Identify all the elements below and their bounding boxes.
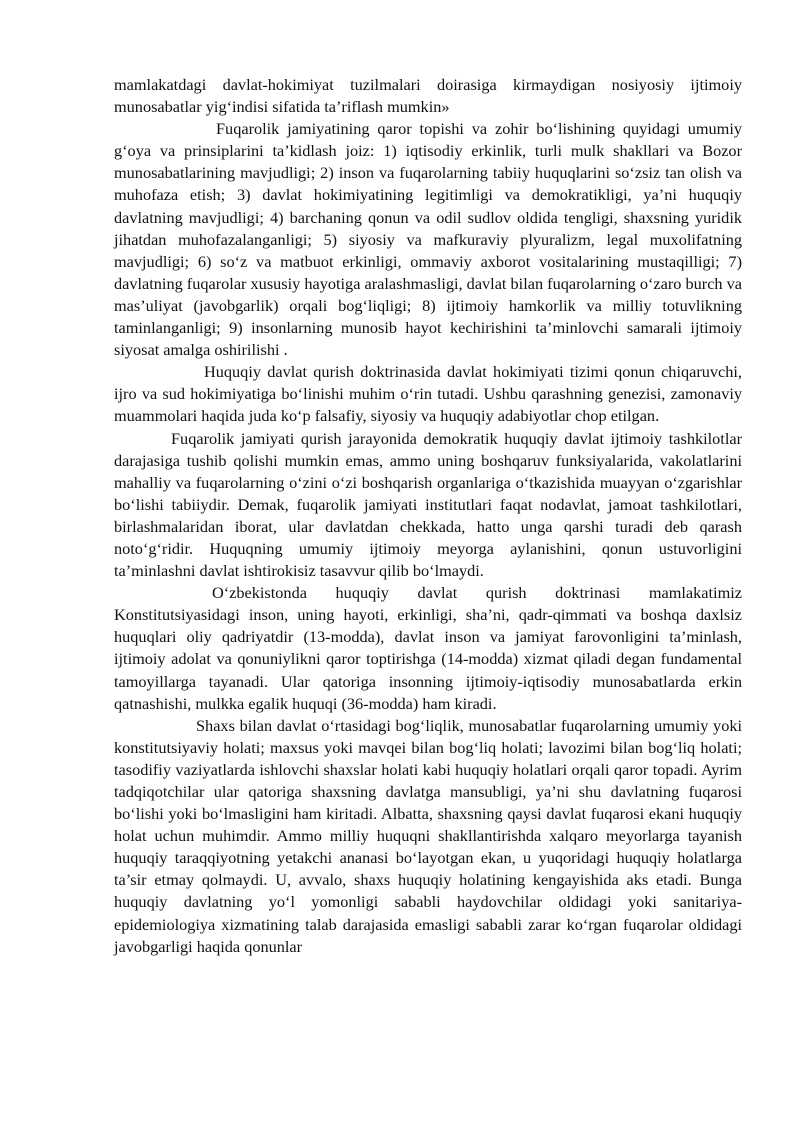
paragraph-democratic-state: Fuqarolik jamiyati qurish jarayonida demokratik huquqiy davlat ijtimoiy tashkilotlar darajasiga tushib qolishi mumkin emas, ammo uning boshqaruv funksiyalarida, vakolatlarini mahalliy va fuqarolarning o‘zini o‘zi boshqarish organlariga o‘tkazishida muayyan o‘zgarishlar bo‘lishi tabiiydir. Demak, fuqarolik jamiyati institutlari faqat nodavlat, jamoat tashkilotlari, birlashmalaridan iborat, ular davlatdan chekkada, hatto unga qarshi turadi deb qarash noto‘g‘ridir. Huquqning umumiy ijtimoiy meyorga aylanishini, qonun ustuvorligini ta’minlashni davlat ishtirokisiz tasavvur qilib bo‘lmaydi. xyxy=(114,428,742,581)
paragraph-civil-society-principles: Fuqarolik jamiyatining qaror topishi va zohir bo‘lishining quyidagi umumiy g‘oya va prinsiplarini ta’kidlash joiz: 1) iqtisodiy erkinlik, turli mulk shakllari va Bozor munosabatlarining mavjudligi; 2) inson va fuqarolarning tabiiy huquqlarini so‘zsiz tan olish va muhofaza etish; 3) davlat hokimiyatining legitimligi va demokratikligi, ya’ni huquqiy davlatning mavjudligi; 4) barchaning qonun va odil sudlov oldida tengligi, shaxsning yuridik jihatdan muhofazalanganligi; 5) siyosiy va mafkuraviy plyuralizm, legal muxolifatning mavjudligi; 6) so‘z va matbuot erkinligi, ommaviy axborot vositalarining mustaqilligi; 7) davlatning fuqarolar xususiy hayotiga aralashmasligi, davlat bilan fuqarolarning o‘zaro burch va mas’uliyat (javobgarlik) orqali bog‘liqligi; 8) ijtimoiy hamkorlik va milliy totuvlikning taminlanganligi; 9) insonlarning munosib hayot kechirishini ta’minlovchi samarali ijtimoiy siyosat amalga oshirilishi . xyxy=(114,119,742,360)
paragraph-continuation: mamlakatdagi davlat-hokimiyat tuzilmalari doirasiga kirmaydigan nosiyosiy ijtimoiy munosabatlar yig‘indisi sifatida ta’riflash mumkin» xyxy=(114,75,742,117)
paragraph-separation-of-powers: Huquqiy davlat qurish doktrinasida davlat hokimiyati tizimi qonun chiqaruvchi, ijro va sud hokimiyatiga bo‘linishi muhim o‘rin tutadi. Ushbu qarashning genezisi, zamonaviy muammolari haqida juda ko‘p falsafiy, siyosiy va huquqiy adabiyotlar chop etilgan. xyxy=(114,362,742,426)
document-page xyxy=(114,74,742,958)
paragraph-person-and-state: Shaxs bilan davlat o‘rtasidagi bog‘liqlik, munosabatlar fuqarolarning umumiy yoki konstitutsiyaviy holati; maxsus yoki mavqei bilan bog‘liq holati; lavozimi bilan bog‘liq holati; tasodifiy vaziyatlarda ishlovchi shaxslar holati kabi huquqiy holatlari orqali qaror topadi. Ayrim tadqiqotchilar ular qatoriga shaxsning davlatga mansubligi, ya’ni shu davlatning fuqarosi bo‘lishi yoki bo‘lmasligini ham kiritadi. Albatta, shaxsning qaysi davlat fuqarosi ekani huquqiy holat uchun muhimdir. Ammo milliy huquqni shakllantirishda xalqaro meyorlarga tayanish huquqiy taraqqiyotning yetakchi ananasi bo‘layotgan ekan, u yuqoridagi huquqiy holatlarga ta’sir etmay qolmaydi. U, avvalo, shaxs huquqiy holatining kengayishida aks etadi. Bunga huquqiy davlatning yo‘l yomonligi sababli haydovchilar oldidagi yoki sanitariya-epidemiologiya xizmatining talab darajasida emasligi sababli zarar ko‘rgan fuqarolar oldidagi javobgarligi haqida qonunlar xyxy=(114,715,742,956)
paragraph-uzbekistan-doctrine: O‘zbekistonda huquqiy davlat qurish doktrinasi mamlakatimiz Konstitutsiyasidagi inson, uning hayoti, erkinligi, sha’ni, qadr-qimmati va boshqa daxlsiz huquqlari oliy qadriyatdir (13-modda), davlat inson va jamiyat farovonligini ta’minlash, ijtimoiy adolat va qonuniylikni qaror toptirishga (14-modda) xizmat qiladi degan fundamental tamoyillarga tayanadi. Ular qatoriga insonning ijtimoiy-iqtisodiy munosabatlarda erkin qatnashishi, mulkka egalik huquqi (36-modda) ham kiradi. xyxy=(114,583,742,713)
